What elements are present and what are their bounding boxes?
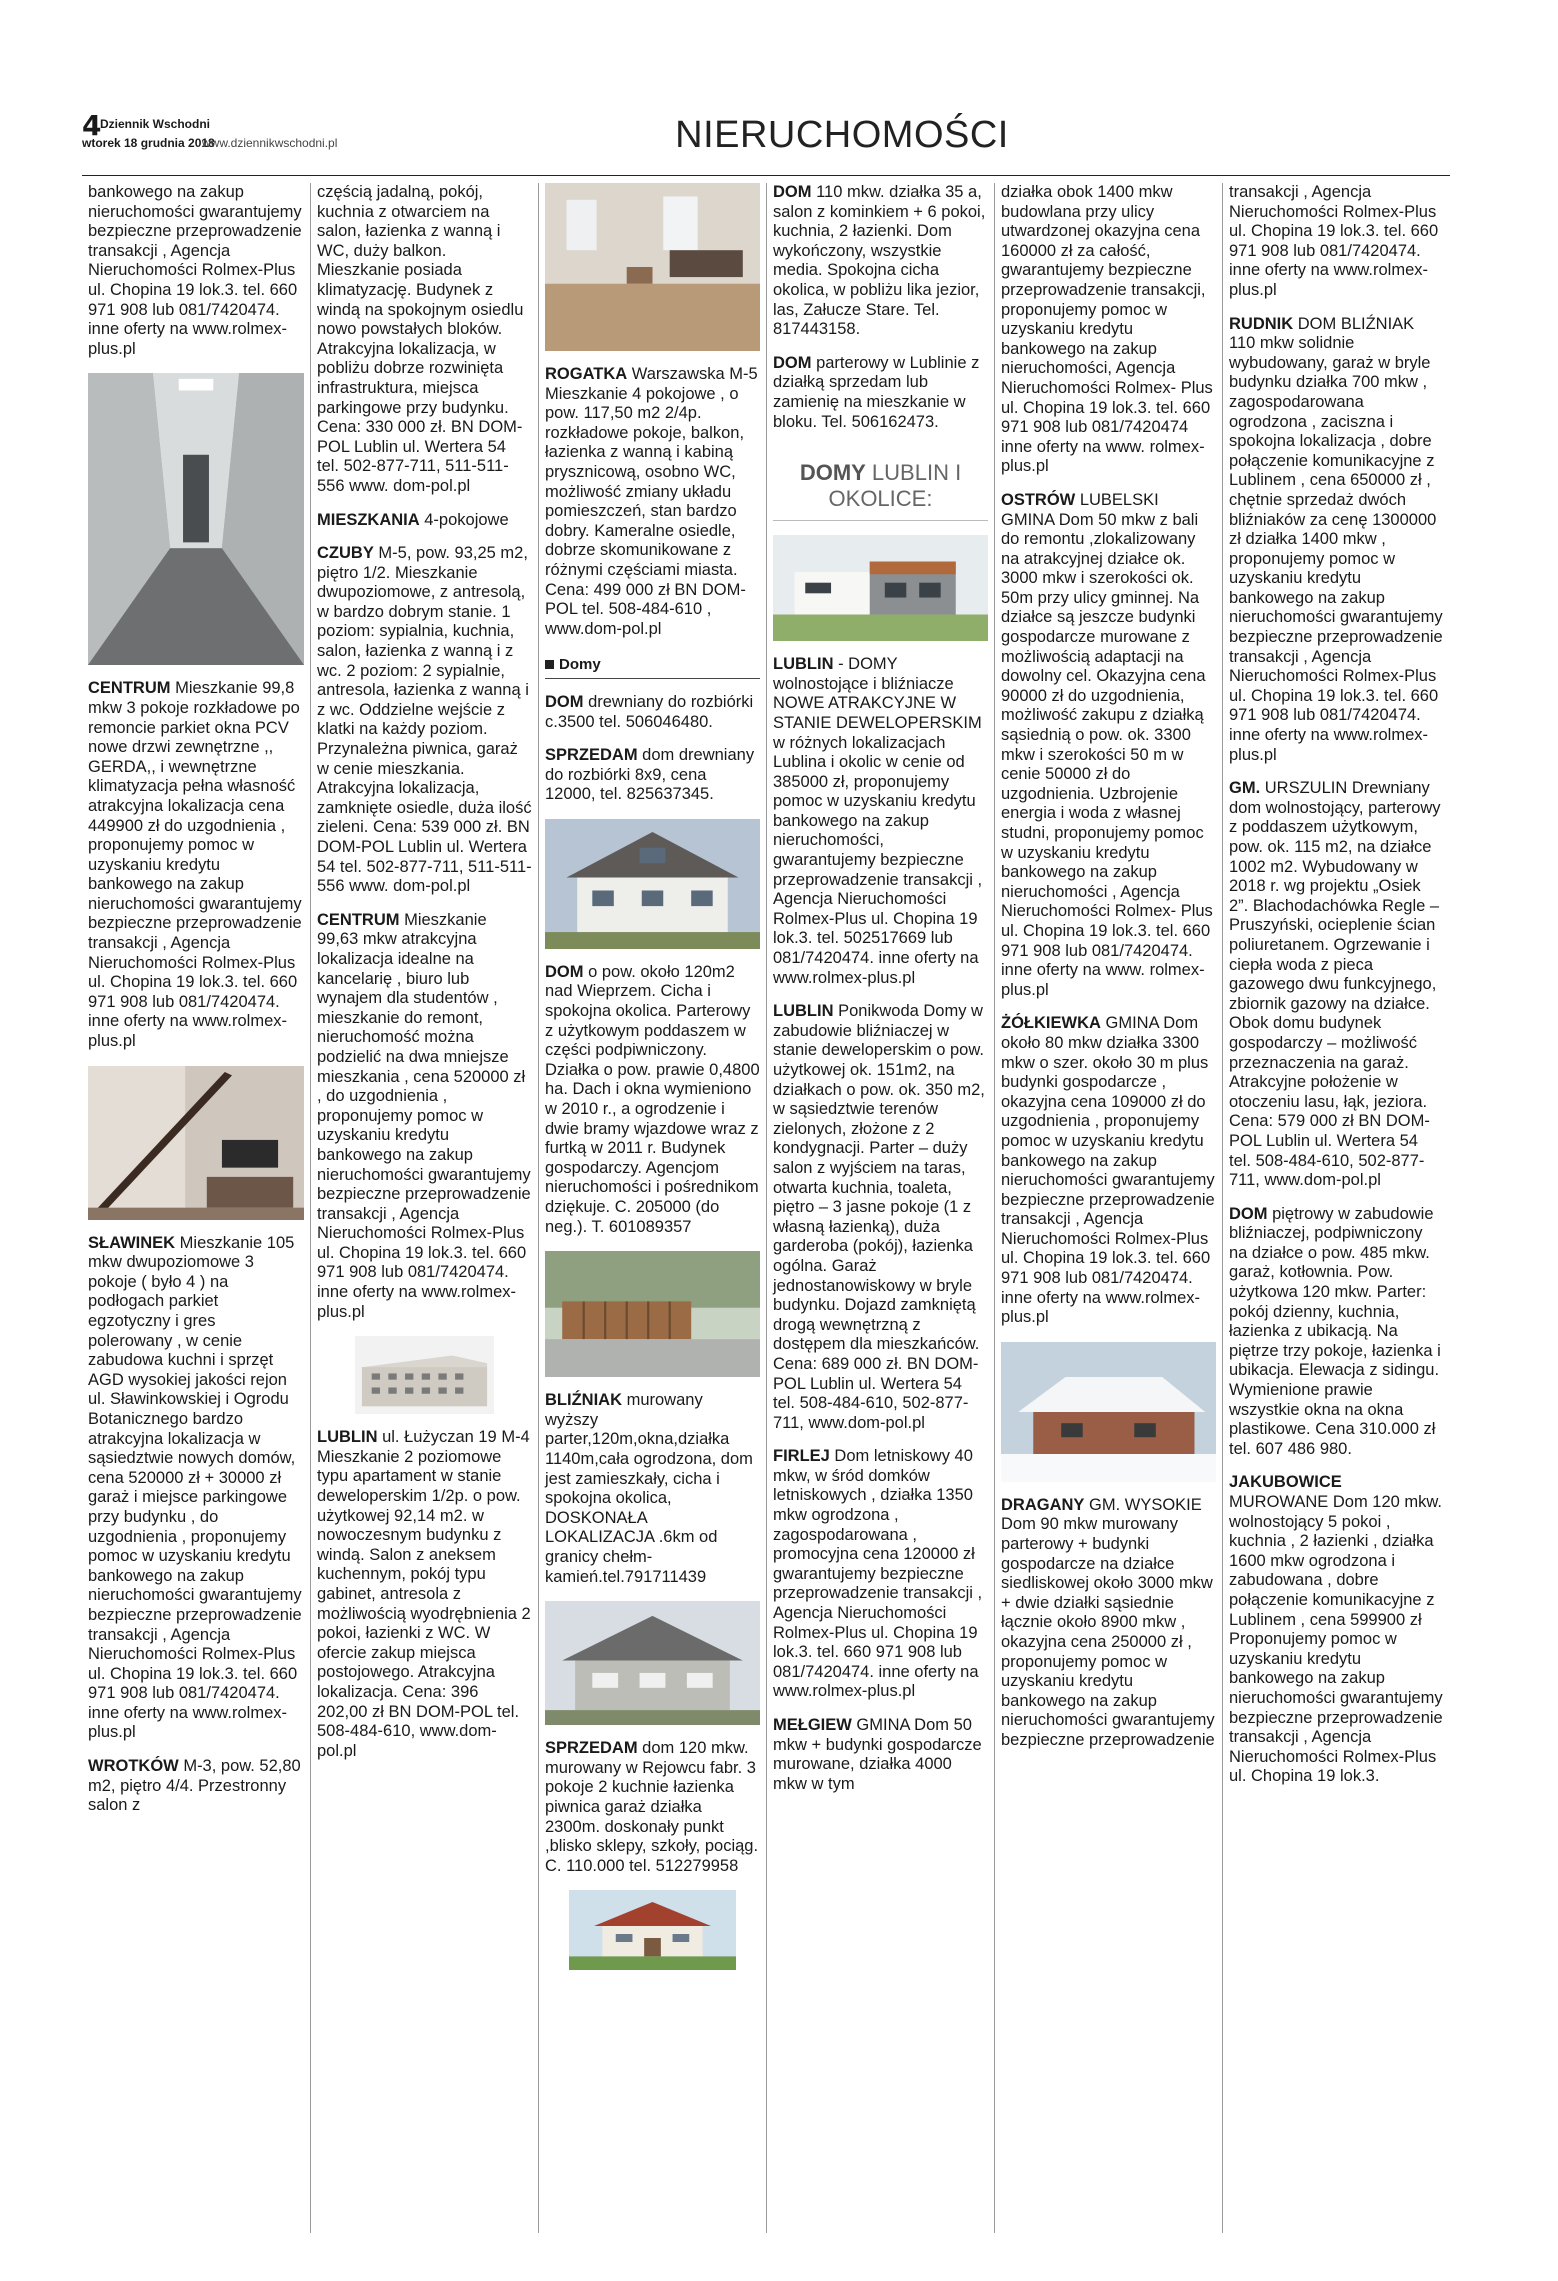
listing-jakubowice <box>1229 1473 1444 1787</box>
listing-slawinek <box>88 1234 304 1743</box>
listing-text: Mieszkanie 105 mkw dwupoziomowe 3 pokoje ( było 4 ) na podłogach parkiet egzotyczny i gres polerowany , w cenie zabudowa kuchni i sprzęt AGD wysokiej jakości rejon ul. Sławinkowskiej i Ogrodu Botanicznego bardzo atrakcyjna lokalizacja w sąsiedztwie nowych domów, cena 520000 zł + 30000 zł garaż i miejsce parkingowe przy budynku , do uzgodnienia , proponujemy pomoc w uzyskaniu kredytu bankowego na zakup nieruchomości gwarantujemy bezpieczne przeprowadzenie transakcji , Agencja Nieruchomości Rolmex-Plus ul. Chopina 19 lok.3. tel. 660 971 908 lub 081/7420474. inne oferty na www.rolmex-plus.pl <box>88 1233 302 1742</box>
listing-text: LUBELSKI GMINA Dom 50 mkw z bali do remontu ,zlokalizowany na atrakcyjnej działce ok. 3000 mkw i szerokości ok. 50m przy ulicy gminnej. Na działce są jeszcze budynki gospodarcze murowane z możliwością adaptacji na dowolny cel. Okazyjna cena 90000 zł do uzgodnienia, możliwość zakupu z działką sąsiednią o pow. ok. 3300 mkw i szerokości 50 m w cenie 50000 zł do uzgodnienia. Uzbrojenie energia i woda z własnej studni, proponujemy pomoc w uzyskaniu kredytu bankowego na zakup nieruchomości , Agencja Nieruchomości Rolmex- Plus ul. Chopina 19 lok.3. tel. 660 971 908 lub 081/7420474. inne oferty na www. rolmex-plus.pl <box>1001 490 1213 999</box>
issue-date: wtorek 18 grudnia 2018 <box>82 136 215 150</box>
category-heading <box>545 655 760 679</box>
listing-headword: LUBLIN <box>317 1428 378 1447</box>
listing-dragany <box>1001 1496 1216 1751</box>
listing-blizniak <box>545 1391 760 1587</box>
listing-headword: RUDNIK <box>1229 314 1294 333</box>
square-bullet-icon <box>545 660 554 669</box>
listing-text: bankowego na zakup nieruchomości gwarantujemy bezpieczne przeprowadzenie transakcji , Agencja Nieruchomości Rolmex-Plus ul. Chopina 19 lok.3. tel. 660 971 908 lub 081/7420474. inne oferty na www.rolmex-plus.pl <box>88 183 302 358</box>
listing-sprzedam <box>545 1739 760 1876</box>
fence-street-photo-icon <box>545 1251 760 1377</box>
winter-cottage-photo-icon <box>1001 1342 1216 1482</box>
listing-text: Mieszkanie 99,63 mkw atrakcyjna lokalizacja idealne na kancelarię , biuro lub wynajem dla studentów , mieszkanie do remont, nieruchomość można podzielić na dwa mniejsze mieszkania , cena 520000 zł , do uzgodnienia , proponujemy pomoc w uzyskaniu kredytu bankowego na zakup nieruchomości gwarantujemy bezpieczne przeprowadzenie transakcji , Agencja Nieruchomości Rolmex-Plus ul. Chopina 19 lok.3. tel. 660 971 908 lub 081/7420474. inne oferty na www.rolmex-plus.pl <box>317 910 531 1321</box>
listing-sprzedam <box>545 746 760 805</box>
column-2 <box>310 183 538 2233</box>
listing-continued <box>1001 183 1216 477</box>
listing-ostrow <box>1001 491 1216 1000</box>
listing-headword: CZUBY <box>317 544 374 563</box>
listing-dom <box>773 354 988 432</box>
house-garden-photo-icon <box>569 1890 736 1970</box>
listing-headword: JAKUBOWICE <box>1229 1473 1342 1492</box>
section-heading-bold: DOMY <box>799 460 866 486</box>
listing-text: Ponikwoda Domy w zabudowie bliźniaczej w stanie deweloperskim o pow. użytkowej ok. 151m2, na działkach o pow. ok. 350 m2, w sąsiedztwie terenów zielonych, złożone z 2 kondygnacji. Parter – duży salon z wyjściem na taras, otwarta kuchnia, toaleta, piętro – 3 jasne pokoje (1 z własną łazienką), duża garderoba (pokój), łazienka ogólna. Garaż jednostanowiskowy w bryle budynku. Dojazd zamkniętą drogą wewnętrzną z dostępem dla mieszkańców. Cena: 689 000 zł. BN DOM-POL Lublin ul. Wertera 54 tel. 508-484-610, 502-877-711, www.dom-pol.pl <box>773 1002 985 1432</box>
listing-text: GM. WYSOKIE Dom 90 mkw murowany parterowy + budynki gospodarcze na działce siedliskowej około 3000 mkw + dwie działki sąsiednie łącznie około 8900 mkw , okazyjna cena 250000 zł , proponujemy pomoc w uzyskaniu kredytu bankowego na zakup nieruchomości gwarantujemy bezpieczne przeprowadzenie <box>1001 1495 1215 1749</box>
interior-sofa-photo-icon <box>545 183 760 351</box>
column-6 <box>1222 183 1450 2233</box>
listing-headword: FIRLEJ <box>773 1447 830 1466</box>
listing-continued <box>88 183 304 359</box>
listing-rogatka <box>545 365 760 639</box>
listing-dom <box>773 183 988 340</box>
listing-gm <box>1229 779 1444 1190</box>
listing-dom <box>545 693 760 732</box>
section-heading-houses <box>773 452 988 521</box>
listing-text: URSZULIN Drewniany dom wolnostojący, parterowy z poddaszem użytkowym, pow. ok. 115 m2, na działce 1002 m2. Wybudowany w 2018 r. wg projektu „Osiek 2”. Blachodachówka Regle – Pruszyński, ocieplenie ścian poliuretanem. Ogrzewanie i ciepła woda z pieca gazowego dwu funkcyjnego, zbiornik gazowy na działce. Obok domu budynek gospodarczy – możliwość przeznaczenia na garaż. Atrakcyjne położenie w otoczeniu lasu, łąk, jeziora. Cena: 579 000 zł BN DOM-POL Lublin ul. Wertera 54 tel. 508-484-610, 502-877-711, www.dom-pol.pl <box>1229 779 1441 1190</box>
listing-text: transakcji , Agencja Nieruchomości Rolmex-Plus ul. Chopina 19 lok.3. tel. 660 971 908 lub 081/7420474. inne oferty na www.rolmex-plus.pl <box>1229 183 1439 299</box>
column-4 <box>766 183 994 2233</box>
ad-columns <box>82 183 1450 2233</box>
listing-continued <box>317 183 532 497</box>
listing-headword: DOM <box>773 353 812 372</box>
listing-headword: GM. <box>1229 779 1261 798</box>
listing-lublin <box>773 655 988 988</box>
listing-rudnik <box>1229 315 1444 766</box>
listing-headword: BLIŹNIAK <box>545 1391 622 1410</box>
listing-text: murowany wyższy parter,120m,okna,działka 1140m,cała ogrodzona, dom jest zamieszkały, cicha i spokojna okolica, DOSKONAŁA LOKALIZACJA .6km od granicy chełm-kamień.tel.791711439 <box>545 1391 753 1586</box>
listing-text: ul. Łużyczan 19 M-4 Mieszkanie 2 poziomowe typu apartament w stanie deweloperskim 1/2p. o pow. użytkowej 92,14 m2. w nowoczesnym budynku z windą. Salon z aneksem kuchennym, pokój typu gabinet, antresola z możliwością wyodrębnienia 2 pokoi, łazienki z WC. W ofercie zakup miejsca postojowego. Atrakcyjna lokalizacja. Cena: 396 202,00 zł BN DOM-POL tel. 508-484-610, www.dom-pol.pl <box>317 1428 531 1760</box>
listing-mieszkania <box>317 511 532 531</box>
listing-melgiew <box>773 1716 988 1794</box>
listing-lublin <box>317 1428 532 1761</box>
column-5 <box>994 183 1222 2233</box>
listing-text: 110 mkw. działka 35 a, salon z kominkiem + 6 pokoi, kuchnia, 2 łazienki. Dom wykończony, wszystkie media. Spokojna cicha okolica, w pobliżu lika jezior, las, Załucze Stare. Tel. 817443158. <box>773 183 986 339</box>
listing-text: MUROWANE Dom 120 mkw. wolnostojący 5 pokoi , kuchnia , 2 łazienki , działka 1600 mkw ogrodzona i zabudowana , dobre połączenie komunikacyjne z Lublinem , cena 599900 zł Proponujemy pomoc w uzyskaniu kredytu bankowego na zakup nieruchomości gwarantujemy bezpieczne przeprowadzenie transakcji , Agencja Nieruchomości Rolmex-Plus ul. Chopina 19 lok.3. <box>1229 1493 1443 1786</box>
living-room-staircase-photo-icon <box>88 1066 304 1220</box>
listing-text: Warszawska M-5 Mieszkanie 4 pokojowe , o pow. 117,50 m2 2/4p. rozkładowe pokoje, balkon, łazienka z wanną i kabiną prysznicową, osobno WC, możliwość zmiany układu pomieszczeń, stan bardzo dobry. Kameralne osiedle, dobrze skomunikowane z różnymi częściami miasta. Cena: 499 000 zł BN DOM-POL tel. 508-484-610 , www.dom-pol.pl <box>545 365 758 638</box>
column-1 <box>82 183 310 2233</box>
listing-centrum <box>317 911 532 1322</box>
page-header <box>82 110 1450 160</box>
apartment-corridor-photo-icon <box>88 373 304 665</box>
listing-text: dom drewniany do rozbiórki 8x9, cena 12000, tel. 825637345. <box>545 746 755 804</box>
listing-headword: CENTRUM <box>317 910 400 929</box>
apartment-building-photo-icon <box>355 1336 494 1414</box>
page-number: 4 <box>82 109 102 142</box>
listing-headword: DRAGANY <box>1001 1495 1085 1514</box>
listing-headword: SPRZEDAM <box>545 1739 638 1758</box>
listing-headword: LUBLIN <box>773 1002 834 1021</box>
listing-text: GMINA Dom około 80 mkw działka 3300 mkw o szer. około 30 m plus budynki gospodarcze , okazyjna cena 109000 zł do uzgodnienia , proponujemy pomoc w uzyskaniu kredytu bankowego na zakup nieruchomości gwarantujemy bezpieczne przeprowadzenie transakcji , Agencja Nieruchomości Rolmex-Plus ul. Chopina 19 lok.3. tel. 660 971 908 lub 081/7420474. inne oferty na www.rolmex-plus.pl <box>1001 1014 1215 1327</box>
listing-text: Dom letniskowy 40 mkw, w śród domków letniskowych , działka 1350 mkw ogrodzona , zagospodarowana , promocyjna cena 120000 zł gwarantujemy bezpieczne przeprowadzenie transakcji , Agencja Nieruchomości Rolmex-Plus ul. Chopina 19 lok.3. tel. 660 971 908 lub 081/7420474. inne oferty na www.rolmex-plus.pl <box>773 1447 983 1701</box>
listing-headword: WROTKÓW <box>88 1757 179 1776</box>
listing-centrum <box>88 679 304 1051</box>
listing-headword: MEŁGIEW <box>773 1716 852 1734</box>
brick-house-photo-icon <box>545 1601 760 1725</box>
listing-headword: CENTRUM <box>88 679 171 698</box>
listing-text: - DOMY wolnostojące i bliźniacze NOWE ATRAKCYJNE W STANIE DEWELOPERSKIM w różnych lokalizacjach Lublina i okolic w cenie od 385000 zł, proponujemy pomoc w uzyskaniu kredytu bankowego na zakup nieruchomości, gwarantujemy bezpieczne przeprowadzenie transakcji , Agencja Nieruchomości Rolmex-Plus ul. Chopina 19 lok.3. tel. 502517669 lub 081/7420474. inne oferty na www.rolmex-plus.pl <box>773 655 983 987</box>
listing-headword: DOM <box>545 692 584 711</box>
section-title: NIERUCHOMOŚCI <box>675 114 1009 156</box>
listing-text: DOM BLIŹNIAK 110 mkw solidnie wybudowany, garaż w bryle budynku działka 700 mkw , zagospodarowana ogrodzona , zaciszna i spokojna lokalizacja , dobre połączenie komunikacyjne z Lublinem , cena 650000 zł , chętnie sprzedaż dwóch bliźniaków za cenę 1300000 zł działka 1400 mkw , proponujemy pomoc w uzyskaniu kredytu bankowego na zakup nieruchomości gwarantujemy bezpieczne przeprowadzenie transakcji , Agencja Nieruchomości Rolmex-Plus ul. Chopina 19 lok.3. tel. 660 971 908 lub 081/7420474. inne oferty na www.rolmex-plus.pl <box>1229 314 1443 764</box>
listing-headword: MIESZKANIA <box>317 510 420 529</box>
column-3 <box>538 183 766 2233</box>
paper-url[interactable]: www.dziennikwschodni.pl <box>202 136 338 150</box>
listing-text: 4-pokojowe <box>419 510 509 529</box>
listing-text: GMINA Dom 50 mkw + budynki gospodarcze murowane, działka 4000 mkw w tym <box>773 1716 982 1793</box>
listing-zolkiewka <box>1001 1014 1216 1328</box>
header-rule <box>82 175 1450 176</box>
category-heading-text: Domy <box>559 656 601 674</box>
section-heading-rest: LUBLIN I OKOLICE: <box>828 460 962 512</box>
listing-text: M-5, pow. 93,25 m2, piętro 1/2. Mieszkanie dwupoziomowe, z antresolą, w bardzo dobrym stanie. 1 poziom: sypialnia, kuchnia, salon, łazienka z wanną i z wc. 2 poziom: 2 sypialnie, antresola, łazienka z wanną i z wc. Oddzielne wejście z klatki na każdy poziom. Przynależna piwnica, garaż w cenie mieszkania. Atrakcyjna lokalizacja, zamknięte osiedle, duża ilość zieleni. Cena: 539 000 zł. BN DOM-POL Lublin ul. Wertera 54 tel. 502-877-711, 511-511-556 www. dom-pol.pl <box>317 544 532 896</box>
listing-firlej <box>773 1447 988 1702</box>
listing-headword: SŁAWINEK <box>88 1233 176 1252</box>
listing-text: drewniany do rozbiórki c.3500 tel. 506046480. <box>545 692 754 731</box>
listing-headword: DOM <box>773 183 812 201</box>
listing-lublin <box>773 1002 988 1433</box>
listing-wrotkow <box>88 1757 304 1816</box>
paper-name: Dziennik Wschodni <box>100 117 211 131</box>
listing-text: dom 120 mkw. murowany w Rejowcu fabr. 3 pokoje 2 kuchnie łazienka piwnica garaż działka 2300m. doskonały punkt ,blisko sklepy, szkoły, pociąg. C. 110.000 tel. 512279958 <box>545 1739 759 1875</box>
listing-text: M-3, pow. 52,80 m2, piętro 4/4. Przestronny salon z <box>88 1757 301 1815</box>
listing-text: o pow. około 120m2 nad Wieprzem. Cicha i spokojna okolica. Parterowy z użytkowym poddaszem w części podpiwniczony. Działka o pow. prawie 0,4800 ha. Dach i okna wymieniono w 2010 r., a ogrodzenie i dwie bramy wjazdowe wraz z furtką w 2011 r. Budynek gospodarczy. Agencjom nieruchomości i pośrednikom dziękuje. C. 205000 (do neg.). T. 601089357 <box>545 962 760 1236</box>
listing-headword: DOM <box>1229 1204 1268 1223</box>
listing-text: działka obok 1400 mkw budowlana przy ulicy utwardzonej okazyjna cena 160000 zł za całość, gwarantujemy bezpieczne przeprowadzenie transakcji, proponujemy pomoc w uzyskaniu kredytu bankowego na zakup nieruchomości, Agencja Nieruchomości Rolmex- Plus ul. Chopina 19 lok.3. tel. 660 971 908 lub 081/7420474 inne oferty na www. rolmex-plus.pl <box>1001 183 1213 476</box>
listing-headword: LUBLIN <box>773 655 834 674</box>
listing-dom <box>545 963 760 1237</box>
wooden-house-photo-icon <box>545 819 760 949</box>
listing-headword: DOM <box>545 962 584 981</box>
listing-text: parterowy w Lublinie z działką sprzedam lub zamienię na mieszkanie w bloku. Tel. 506162473. <box>773 353 980 431</box>
listing-czuby <box>317 544 532 897</box>
listing-text: piętrowy w zabudowie bliźniaczej, podpiwniczony na działce o pow. 485 mkw. garaż, kotłownia. Pow. użytkowa 120 mkw. Parter: pokój dzienny, kuchnia, łazienka z ubikacją. Na piętrze trzy pokoje, łazienka i ubikacja. Elewacja z sidingu. Wymienione prawie wszystkie okna na okna plastikowe. Cena 310.000 zł tel. 607 486 980. <box>1229 1204 1441 1458</box>
listing-continued <box>1229 183 1444 301</box>
listing-text: częścią jadalną, pokój, kuchnia z otwarciem na salon, łazienka z wanną i WC, duży balkon. Mieszkanie posiada klimatyzację. Budynek z windą na spokojnym osiedlu nowo powstałych bloków. Atrakcyjna lokalizacja, w pobliżu dobrze rozwinięta infrastruktura, miejsca parkingowe przy budynku. Cena: 330 000 zł. BN DOM-POL Lublin ul. Wertera 54 tel. 502-877-711, 511-511-556 www. dom-pol.pl <box>317 183 524 495</box>
listing-headword: OSTRÓW <box>1001 490 1076 509</box>
listing-headword: ŻÓŁKIEWKA <box>1001 1014 1101 1033</box>
listing-headword: ROGATKA <box>545 365 628 383</box>
listing-dom <box>1229 1205 1444 1460</box>
listing-headword: SPRZEDAM <box>545 746 638 765</box>
listing-text: Mieszkanie 99,8 mkw 3 pokoje rozkładowe po remoncie parkiet okna PCV nowe drzwi zewnętrzne ,, GERDA,, i wewnętrzne klimatyzacja pełna własność atrakcyjna lokalizacja cena 449900 zł do uzgodnienia , proponujemy pomoc w uzyskaniu kredytu bankowego na zakup nieruchomości gwarantujemy bezpieczne przeprowadzenie transakcji , Agencja Nieruchomości Rolmex-Plus ul. Chopina 19 lok.3. tel. 660 971 908 lub 081/7420474. inne oferty na www.rolmex-plus.pl <box>88 679 302 1051</box>
modern-houses-photo-icon <box>773 535 988 641</box>
